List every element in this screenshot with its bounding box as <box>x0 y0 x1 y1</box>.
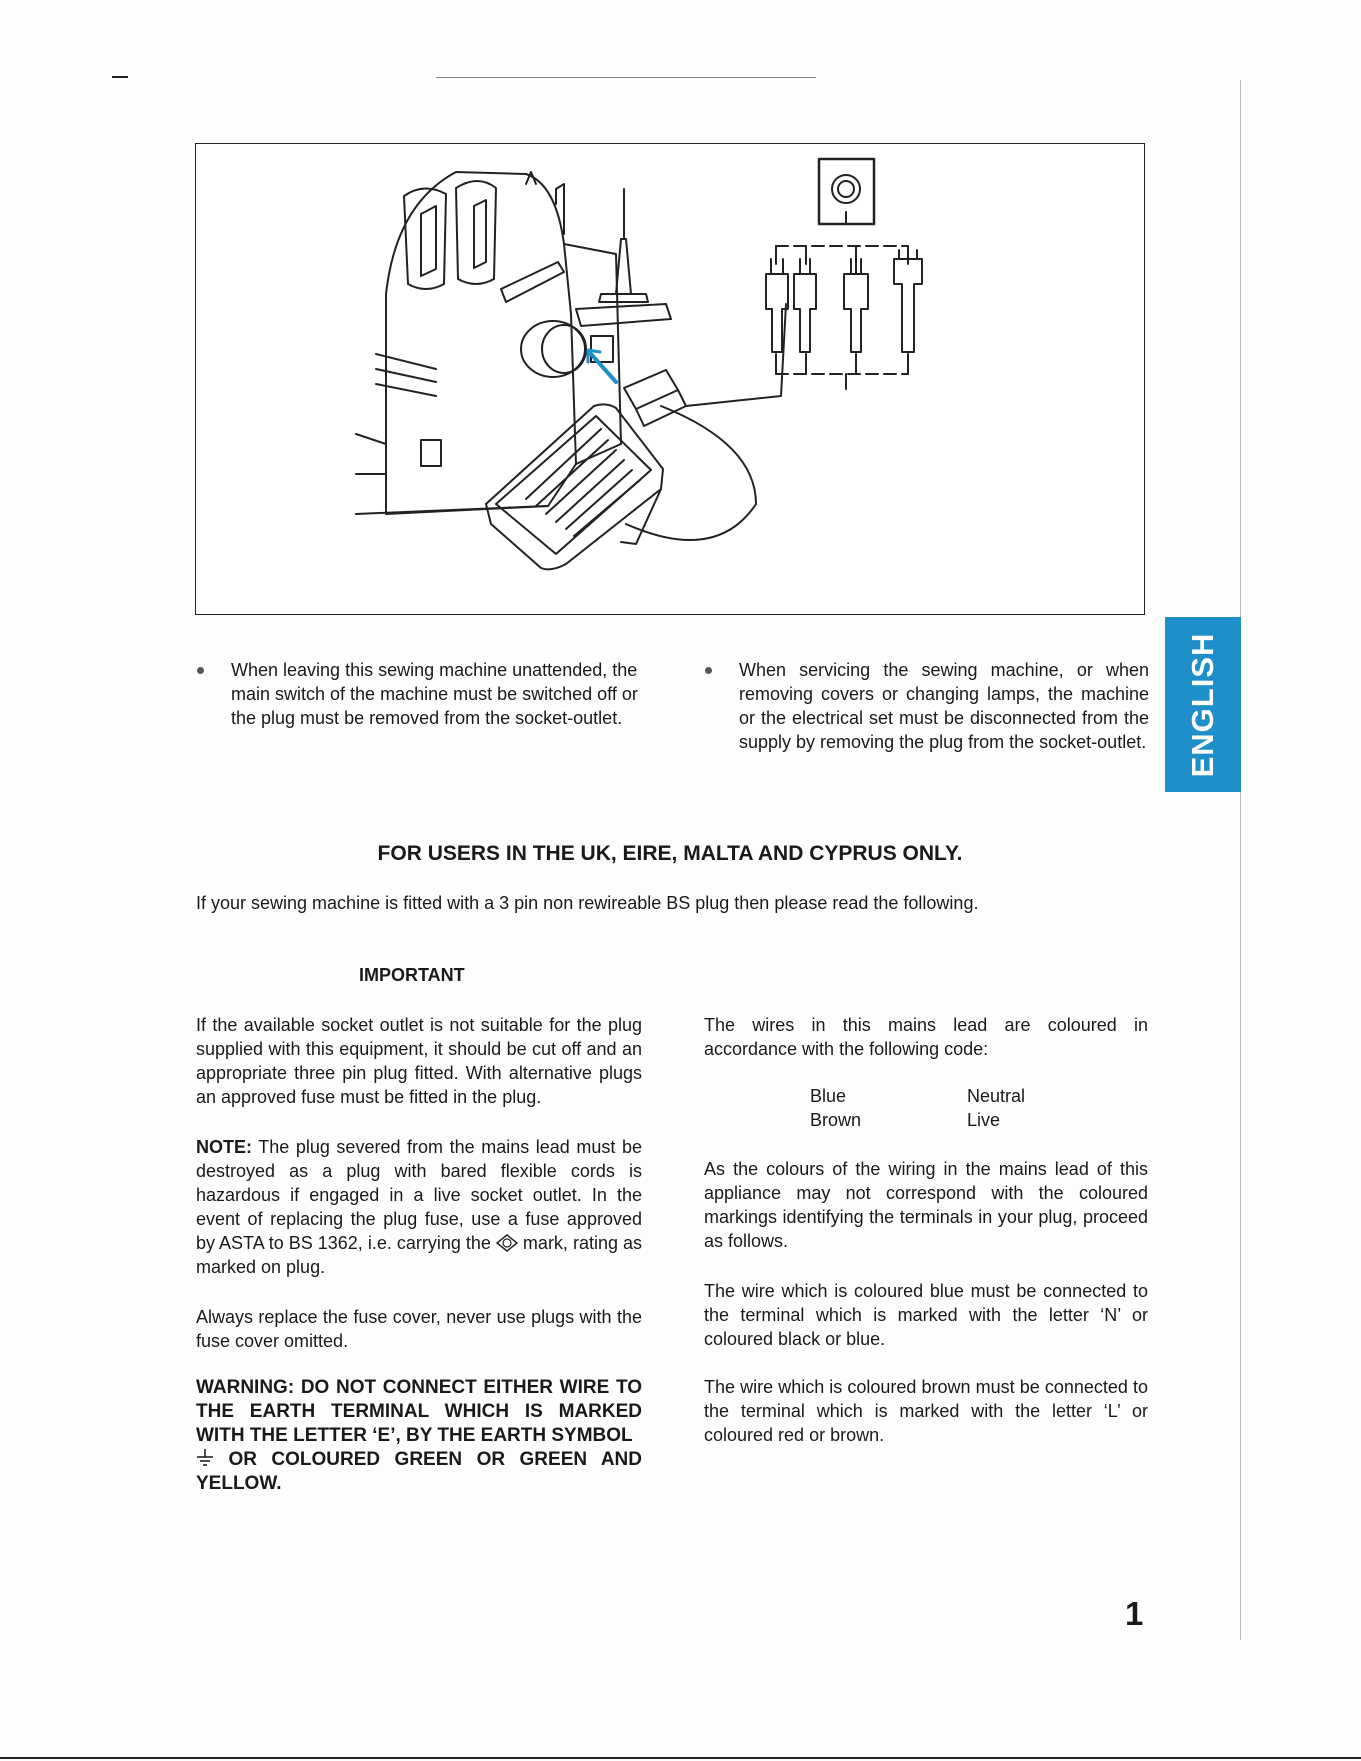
earth-symbol-icon <box>196 1448 214 1468</box>
page-bottom-rule <box>0 1757 1361 1759</box>
brown-wire-paragraph: The wire which is coloured brown must be connected to the terminal which is marked with the letter ‘L’ or coloured red or brown. <box>704 1377 1148 1445</box>
code-row <box>810 1108 1060 1132</box>
sewing-machine-drawing <box>196 144 1146 616</box>
note-paragraph <box>196 1135 642 1279</box>
warning-text-2: OR COLOURED GREEN OR GREEN AND YELLOW. <box>196 1449 642 1494</box>
colours-paragraph: As the colours of the wiring in the mains lead of this appliance may not correspond with the coloured markings identifying the terminals in your plug, proceed as follows. <box>704 1159 1148 1251</box>
note-label: NOTE: <box>196 1137 252 1157</box>
blue-wire-paragraph: The wire which is coloured blue must be connected to the terminal which is marked with the letter ‘N’ or coloured black or blue. <box>704 1281 1148 1349</box>
code-colour: Brown <box>810 1110 862 1130</box>
language-tab <box>1165 617 1241 792</box>
code-colour: Blue <box>810 1086 847 1106</box>
bullet-dot-icon <box>705 667 712 674</box>
sewing-machine-illustration <box>195 143 1145 615</box>
bullet-unattended <box>231 658 641 730</box>
bullet-servicing <box>739 658 1149 754</box>
warning-paragraph <box>196 1376 642 1496</box>
bullet-servicing-text: When servicing the sewing machine, or when removing covers or changing lamps, the machine or the electrical set must be disconnected from the supply by removing the plug from the socket-outlet. <box>739 660 1149 752</box>
bullet-dot-icon <box>197 667 204 674</box>
page-edge-line <box>1240 80 1241 1640</box>
warning-text-1: WARNING: DO NOT CONNECT EITHER WIRE TO THE EARTH TERMINAL WHICH IS MARKED WITH THE LETTER ‘E’, BY THE EARTH SYMBOL <box>196 1377 642 1446</box>
fuse-cover-paragraph: Always replace the fuse cover, never use plugs with the fuse cover omitted. <box>196 1307 642 1351</box>
code-function: Live <box>967 1110 1001 1130</box>
cut-off-paragraph: If the available socket outlet is not suitable for the plug supplied with this equipment, it should be cut off and an appropriate three pin plug fitted. With alternative plugs an approved fuse must be fitted in the plug. <box>196 1015 642 1107</box>
note-text-1: The plug severed from the mains lead must be destroyed as a plug with bared flexible cords is hazardous if engaged in a live socket outlet. In the event of replacing the plug fuse, use a fuse approved by ASTA to BS 1362, i.e. carrying the <box>196 1137 642 1253</box>
code-function: Neutral <box>967 1086 1026 1106</box>
asta-mark-icon <box>496 1234 518 1252</box>
page-number: 1 <box>1125 1595 1144 1632</box>
section-heading: FOR USERS IN THE UK, EIRE, MALTA AND CYPRUS ONLY. <box>377 842 963 865</box>
bullet-unattended-text: When leaving this sewing machine unattended, the main switch of the machine must be switched off or the plug must be removed from the socket-outlet. <box>231 660 638 728</box>
wire-colour-code-table <box>810 1084 1060 1132</box>
wire-code-intro: The wires in this mains lead are coloured in accordance with the following code: <box>704 1015 1148 1059</box>
header-rule <box>436 77 816 78</box>
crop-mark <box>112 76 128 78</box>
intro-text: If your sewing machine is fitted with a 3 pin non rewireable BS plug then please read the following. <box>196 893 979 913</box>
note-text-2: mark, rating as marked on plug. <box>196 1233 642 1277</box>
language-tab-label: ENGLISH <box>1185 632 1220 777</box>
code-row <box>810 1084 1060 1108</box>
important-title: IMPORTANT <box>359 965 465 985</box>
